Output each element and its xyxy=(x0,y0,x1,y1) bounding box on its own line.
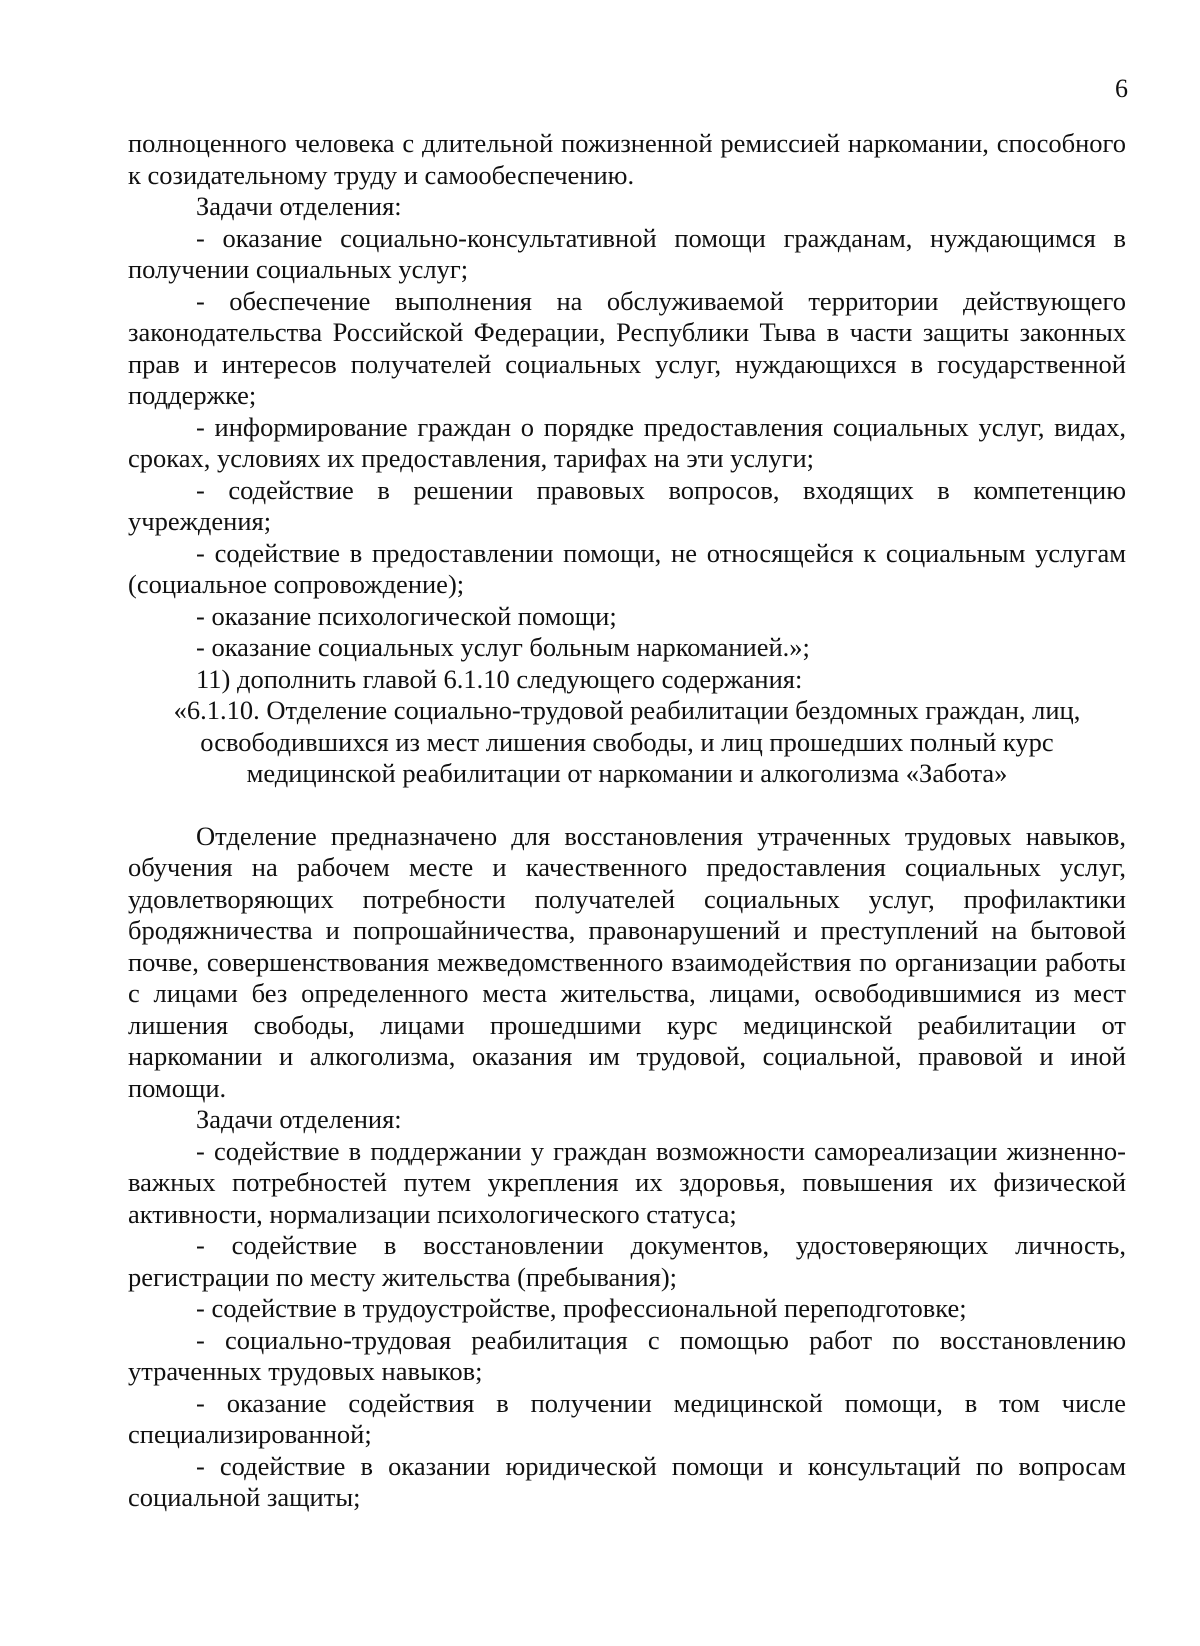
paragraph: Отделение предназначено для восстановления утраченных трудовых навыков, обучения на рабочем месте и качественного предоставления социальных услуг, удовлетворяющих потребности получателей социальных услуг, профилактики бродяжничества и попрошайничества, правонарушений и преступлений на бытовой почве, совершенствования межведомственного взаимодействия по организации работы с лицами без определенного места жительства, лицами, освободившимися из мест лишения свободы, лицами прошедшими курс медицинской реабилитации от наркомании и алкоголизма, оказания им трудовой, социальной, правовой и иной помощи. xyxy=(128,820,1126,1103)
list-item: - оказание психологической помощи; xyxy=(196,600,617,631)
list-item: - обеспечение выполнения на обслуживаемой территории действующего законодательства Российской Федерации, Республики Тыва в части защиты законных прав и интересов получателей социальных услуг, нуждающихся в государственной поддержке; xyxy=(128,285,1126,410)
amendment-clause: 11) дополнить главой 6.1.10 следующего содержания: xyxy=(196,663,803,694)
list-item: - оказание социально-консультативной помощи гражданам, нуждающимся в получении социальных услуг; xyxy=(128,222,1126,284)
list-item: - содействие в восстановлении документов, удостоверяющих личность, регистрации по месту жительства (пребывания); xyxy=(128,1230,1126,1292)
list-item: - содействие в поддержании у граждан возможности самореализации жизненно-важных потребностей путем укрепления их здоровья, повышения их физической активности, нормализации психологического статуса; xyxy=(128,1135,1126,1229)
list-item: - оказание социальных услуг больным наркоманией.»; xyxy=(196,632,810,662)
list-item: - содействие в предоставлении помощи, не относящейся к социальным услугам (социальное сопровождение); xyxy=(128,537,1126,599)
section-label: Задачи отделения: xyxy=(196,1104,402,1134)
list-item: - содействие в оказании юридической помощи и консультаций по вопросам социальной защиты; xyxy=(128,1450,1126,1512)
section-label: Задачи отделения: xyxy=(196,191,402,221)
list-item: - содействие в трудоустройстве, профессиональной переподготовке; xyxy=(196,1293,967,1323)
list-item: - информирование граждан о порядке предоставления социальных услуг, видах, сроках, условиях их предоставления, тарифах на эти услуги; xyxy=(128,411,1126,473)
document-body xyxy=(128,128,1126,1514)
list-item: - социально-трудовая реабилитация с помощью работ по восстановлению утраченных трудовых навыков; xyxy=(128,1324,1126,1386)
paragraph: полноценного человека с длительной пожизненной ремиссией наркомании, способного к созидательному труду и самообеспечению. xyxy=(128,128,1126,190)
list-item: - содействие в решении правовых вопросов, входящих в компетенцию учреждения; xyxy=(128,474,1126,536)
list-item: - оказание содействия в получении медицинской помощи, в том числе специализированной; xyxy=(128,1387,1126,1449)
chapter-heading: «6.1.10. Отделение социально-трудовой реабилитации бездомных граждан, лиц, освободившихся из мест лишения свободы, и лиц прошедших полный курс медицинской реабилитации от наркомании и алкоголизма «Забота» xyxy=(173,695,1081,788)
page-number: 6 xyxy=(1115,74,1128,103)
